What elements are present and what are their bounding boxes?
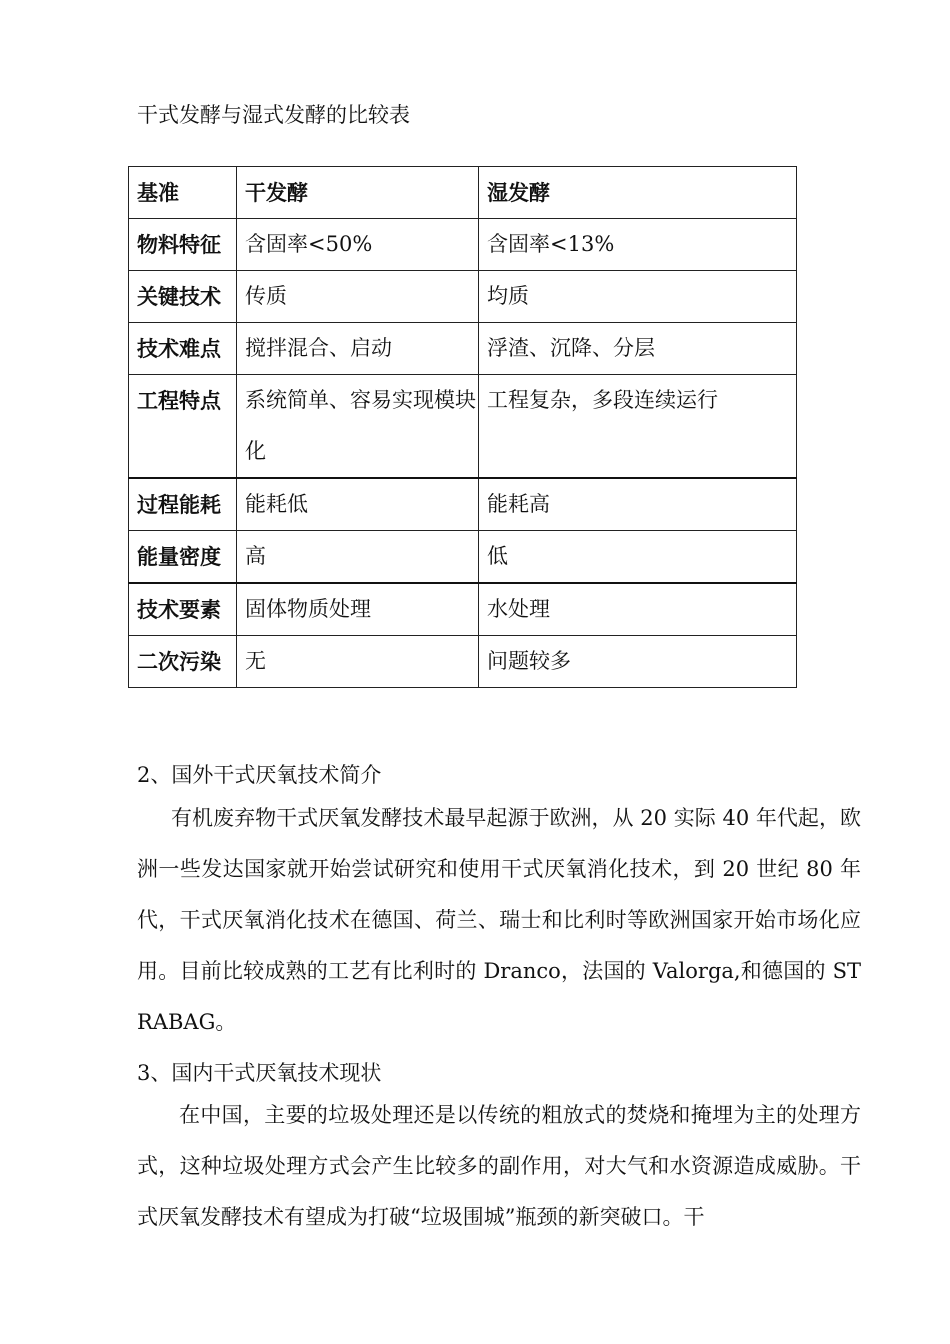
table-row bbox=[129, 323, 797, 375]
dry-cell: 能耗低 bbox=[237, 478, 479, 531]
paragraph-domestic: 在中国，主要的垃圾处理还是以传统的粗放式的焚烧和掩埋为主的处理方式，这种垃圾处理方式会产生比较多的副作用，对大气和水资源造成威胁。干式厌氧发酵技术有望成为打破“垃圾围城”瓶颈的新突破口。干 bbox=[137, 1103, 861, 1229]
table-row bbox=[129, 636, 797, 688]
wet-cell: 均质 bbox=[479, 271, 797, 323]
row-label: 过程能耗 bbox=[129, 478, 237, 531]
dry-cell: 固体物质处理 bbox=[237, 583, 479, 636]
row-label: 二次污染 bbox=[129, 636, 237, 688]
dry-cell: 无 bbox=[237, 636, 479, 688]
wet-cell: 含固率<13% bbox=[479, 219, 797, 271]
table-header-row bbox=[129, 167, 797, 219]
wet-cell: 能耗高 bbox=[479, 478, 797, 531]
comparison-table bbox=[128, 166, 797, 688]
table-row bbox=[129, 583, 797, 636]
table-title: 干式发酵与湿式发酵的比较表 bbox=[137, 103, 410, 127]
header-cell-dry: 干发酵 bbox=[237, 167, 479, 219]
row-label: 能量密度 bbox=[129, 531, 237, 584]
header-cell-criterion: 基准 bbox=[129, 167, 237, 219]
wet-cell: 工程复杂，多段连续运行 bbox=[479, 375, 797, 479]
header-cell-wet: 湿发酵 bbox=[479, 167, 797, 219]
dry-cell: 传质 bbox=[237, 271, 479, 323]
dry-cell: 系统简单、容易实现模块化 bbox=[237, 375, 479, 479]
section-heading-domestic: 3、国内干式厌氧技术现状 bbox=[137, 1061, 382, 1085]
row-label: 技术难点 bbox=[129, 323, 237, 375]
row-label: 物料特征 bbox=[129, 219, 237, 271]
section-domestic bbox=[137, 1058, 861, 1243]
paragraph-overseas: 有机废弃物干式厌氧发酵技术最早起源于欧洲，从 20 实际 40 年代起，欧洲一些发达国家就开始尝试研究和使用干式厌氧消化技术，到 20 世纪 80 年代，干式厌氧消化技术在德国、荷兰、瑞士和比利时等欧洲国家开始市场化应用。目前比较成熟的工艺有比利时的 Dranco，法国的 Valorga,和德国的 STRABAG。 bbox=[137, 806, 861, 1034]
table-row bbox=[129, 375, 797, 479]
wet-cell: 问题较多 bbox=[479, 636, 797, 688]
wet-cell: 水处理 bbox=[479, 583, 797, 636]
dry-cell: 搅拌混合、启动 bbox=[237, 323, 479, 375]
table-row bbox=[129, 271, 797, 323]
section-overseas bbox=[137, 760, 861, 1048]
row-label: 技术要素 bbox=[129, 583, 237, 636]
section-heading-overseas: 2、国外干式厌氧技术简介 bbox=[137, 763, 382, 787]
table-row bbox=[129, 478, 797, 531]
wet-cell: 低 bbox=[479, 531, 797, 584]
row-label: 工程特点 bbox=[129, 375, 237, 479]
dry-cell: 高 bbox=[237, 531, 479, 584]
table-row bbox=[129, 531, 797, 584]
wet-cell: 浮渣、沉降、分层 bbox=[479, 323, 797, 375]
row-label: 关键技术 bbox=[129, 271, 237, 323]
dry-cell: 含固率<50% bbox=[237, 219, 479, 271]
table-row bbox=[129, 219, 797, 271]
